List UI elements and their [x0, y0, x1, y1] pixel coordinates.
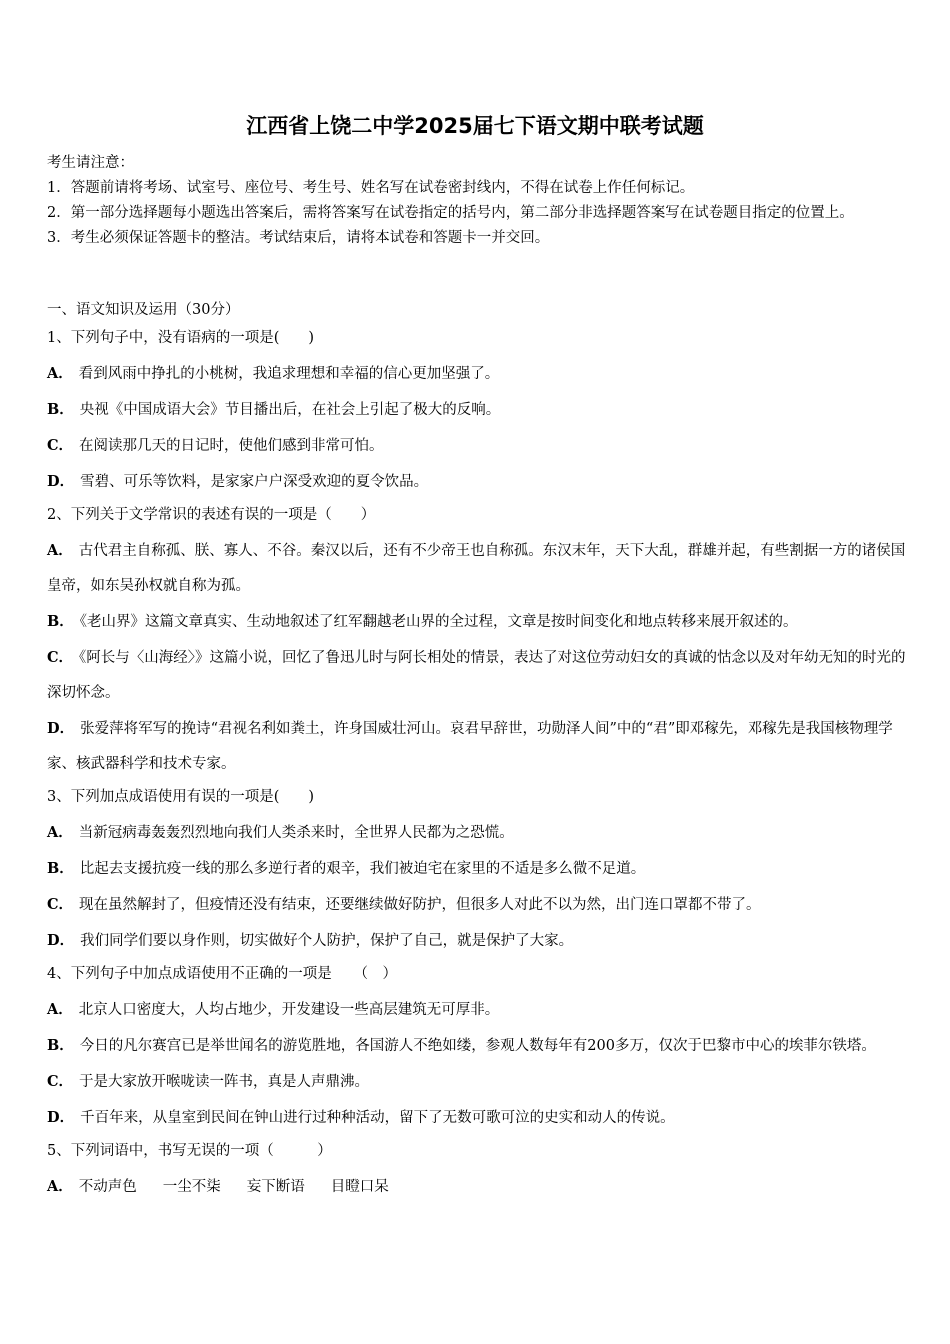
question-2-option-c	[47, 640, 909, 711]
question-3-stem: 3、下列加点成语使用有误的一项是( )	[47, 789, 315, 805]
option-text: 张爱萍将军写的挽诗“君视名利如粪土，许身国威壮河山。哀君早辞世，功勋泽人间”中的“君”即邓稼先，邓稼先是我国核物理学家、核武器科学和技术专家。	[47, 721, 893, 772]
question-5-option-a	[47, 1169, 909, 1205]
option-text: 我们同学们要以身作则，切实做好个人防护，保护了自己，就是保护了大家。	[80, 933, 574, 949]
word-item: 不动声色	[78, 1179, 137, 1195]
exam-title: 江西省上饶二中学2025届七下语文期中联考试题	[246, 114, 704, 138]
question-1-option-d	[47, 464, 909, 500]
option-label: D．	[47, 932, 75, 949]
option-label: C．	[47, 896, 74, 913]
option-text: 古代君主自称孤、朕、寡人、不谷。秦汉以后，还有不少帝王也自称孤。东汉末年，天下大乱，群雄并起，有些割据一方的诸侯国皇帝，如东吴孙权就自称为孤。	[47, 543, 906, 594]
word-item: 妄下断语	[246, 1179, 305, 1195]
option-label: B．	[47, 860, 74, 877]
question-2-option-b	[47, 604, 909, 640]
notice-heading: 考生请注意：	[47, 155, 134, 171]
question-3-option-b	[47, 851, 909, 887]
option-text: 在阅读那几天的日记时，使他们感到非常可怕。	[79, 438, 384, 454]
option-text: 北京人口密度大，人均占地少，开发建设一些高层建筑无可厚非。	[78, 1002, 500, 1018]
option-text: 于是大家放开喉咙读一阵书，真是人声鼎沸。	[79, 1074, 370, 1090]
option-label: C．	[47, 437, 74, 454]
option-text: 千百年来，从皇室到民间在钟山进行过种种活动，留下了无数可歌可泣的史实和动人的传说。	[80, 1110, 675, 1126]
option-label: D．	[47, 720, 75, 737]
exam-content	[47, 298, 909, 1205]
section-heading: 一、语文知识及运用（30分）	[47, 302, 240, 318]
option-text: 《阿长与〈山海经〉》这篇小说，回忆了鲁迅儿时与阿长相处的情景，表达了对这位劳动妇女的真诚的怙念以及对年幼无知的时光的深切怀念。	[47, 650, 906, 701]
word-item: 目瞪口呆	[330, 1179, 389, 1195]
option-label: C．	[47, 649, 74, 666]
option-label: A．	[47, 824, 73, 841]
option-label: D．	[47, 473, 75, 490]
question-3-option-a	[47, 815, 909, 851]
question-3-option-d	[47, 923, 909, 959]
option-text: 现在虽然解封了，但疫情还没有结束，还要继续做好防护，但很多人对此不以为然，出门连口罩都不带了。	[79, 897, 761, 913]
question-4-stem: 4、下列句子中加点成语使用不正确的一项是 （ ）	[47, 966, 397, 982]
option-label: B．	[47, 1037, 74, 1054]
notice-item-3: 3．考生必须保证答题卡的整洁。考试结束后，请将本试卷和答题卡一并交回。	[47, 230, 550, 246]
question-2-stem: 2、下列关于文学常识的表述有误的一项是（ ）	[47, 507, 376, 523]
option-label: A．	[47, 1178, 73, 1195]
question-4-option-b	[47, 1028, 909, 1064]
option-text: 《老山界》这篇文章真实、生动地叙述了红军翻越老山界的全过程，文章是按时间变化和地点转移来展开叙述的。	[79, 614, 798, 630]
question-1-option-a	[47, 356, 909, 392]
question-1-stem: 1、下列句子中，没有语病的一项是( )	[47, 330, 315, 346]
option-label: A．	[47, 365, 73, 382]
option-label: D．	[47, 1109, 75, 1126]
option-label: B．	[47, 613, 74, 630]
notice-item-2: 2．第一部分选择题每小题选出答案后，需将答案写在试卷指定的括号内，第二部分非选择题答案写在试卷题目指定的位置上。	[47, 205, 854, 221]
question-1-option-c	[47, 428, 909, 464]
option-text: 央视《中国成语大会》节目播出后，在社会上引起了极大的反响。	[79, 402, 501, 418]
question-3-option-c	[47, 887, 909, 923]
option-label: C．	[47, 1073, 74, 1090]
option-label: A．	[47, 542, 73, 559]
question-4-option-c	[47, 1064, 909, 1100]
candidate-notice	[47, 151, 907, 251]
question-4-option-a	[47, 992, 909, 1028]
question-1-option-b	[47, 392, 909, 428]
notice-item-1: 1．答题前请将考场、试室号、座位号、考生号、姓名写在试卷密封线内，不得在试卷上作任何标记。	[47, 180, 695, 196]
option-label: B．	[47, 401, 74, 418]
option-text: 雪碧、可乐等饮料，是家家户户深受欢迎的夏令饮品。	[80, 474, 429, 490]
question-5-stem: 5、下列词语中，书写无误的一项（ ）	[47, 1143, 332, 1159]
option-text: 比起去支援抗疫一线的那么多逆行者的艰辛，我们被迫宅在家里的不适是多么微不足道。	[79, 861, 646, 877]
question-2-option-a	[47, 533, 909, 604]
question-4-option-d	[47, 1100, 909, 1136]
word-item: 一尘不柒	[162, 1179, 221, 1195]
option-text: 今日的凡尔赛宫已是举世闻名的游览胜地，各国游人不绝如缕，参观人数每年有200多万，仅次于巴黎市中心的埃菲尔铁塔。	[79, 1038, 876, 1054]
question-2-option-d	[47, 711, 909, 782]
option-text: 看到风雨中挣扎的小桃树，我追求理想和幸福的信心更加坚强了。	[78, 366, 500, 382]
option-label: A．	[47, 1001, 73, 1018]
option-text: 当新冠病毒轰轰烈烈地向我们人类杀来时，全世界人民都为之恐慌。	[78, 825, 514, 841]
